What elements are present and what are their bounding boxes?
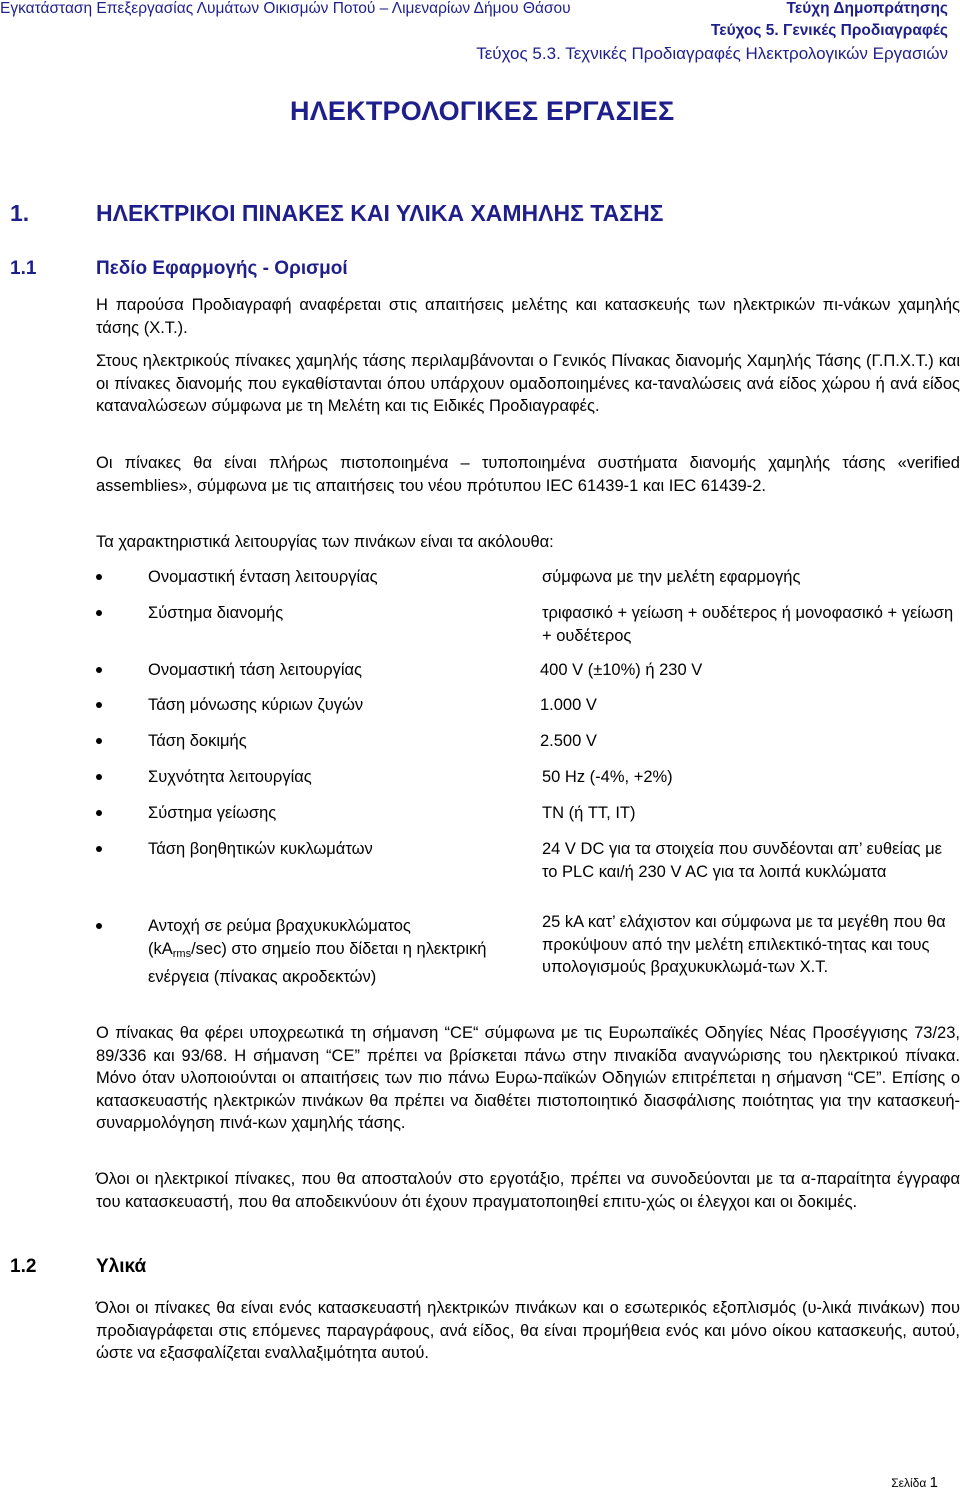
spec-value: 1.000 V — [540, 696, 597, 714]
spec-label: Ονομαστική ένταση λειτουργίας — [148, 568, 378, 586]
section-1-2-label: Υλικά — [96, 1256, 147, 1277]
section-1-1-label: Πεδίο Εφαρμογής - Ορισμοί — [96, 258, 348, 279]
spec-label — [148, 915, 488, 989]
spec-value: τριφασικό + γείωση + ουδέτερος ή μονοφασικό + γείωση + ουδέτερος — [542, 604, 954, 645]
spec-value: 50 Hz (-4%, +2%) — [542, 768, 673, 786]
bullet-icon — [96, 610, 102, 616]
section-1-label: ΗΛΕΚΤΡΙΚΟΙ ΠΙΝΑΚΕΣ ΚΑΙ ΥΛΙΚΑ ΧΑΜΗΛΗΣ ΤΑΣΗΣ — [96, 200, 664, 226]
section-1-1-number: 1.1 — [10, 258, 37, 279]
bullet-icon — [96, 574, 102, 580]
page-label: Σελίδα — [891, 1476, 927, 1490]
paragraph-ce-marking: Ο πίνακας θα φέρει υποχρεωτικά τη σήμανση “CE“ σύμφωνα με τις Ευρωπαϊκές Οδηγίες Νέας Προσέγγισης 73/23, 89/336 και 93/68. Η σήμανση “CE” πρέπει να βρίσκεται πάνω στην πινακίδα αναγνώρισης του ηλεκτρικού πίνακα. Μόνο όταν υλοποιούνται οι απαιτήσεις των πιο πάνω Ευρω-παϊκών Οδηγιών επιτρέπεται η σήμανση “CE”. Επίσης ο κατασκευαστής ηλεκτρικών πινάκων θα πρέπει να διαθέτει πιστοποιητικό διασφάλισης ποιότητας για την κατασκευή-συναρμολόγηση πινά-κων χαμηλής τάσης. — [96, 1024, 960, 1132]
paragraph-materials: Όλοι οι πίνακες θα είναι ενός κατασκευαστή ηλεκτρικών πινάκων και ο εσωτερικός εξοπλισμός (υ-λικά πινάκων) που προδιαγράφεται στις επόμενες παραγράφους, ανά είδος, θα είναι προμήθεια ενός και μόνο οίκου κατασκευής, αυτού, ώστε να εξασφαλίζεται εναλλαξιμότητα αυτού. — [96, 1299, 960, 1362]
spec-label: Τάση μόνωσης κύριων ζυγών — [148, 696, 364, 714]
section-1-heading — [0, 200, 663, 227]
characteristics-list — [96, 566, 960, 1016]
spec-label: Ονομαστική τάση λειτουργίας — [148, 661, 363, 679]
section-1-2-heading — [0, 1256, 146, 1278]
paragraph-certification: Οι πίνακες θα είναι πλήρως πιστοποιημένα – τυποποιημένα συστήματα διανομής χαμηλής τάσης «verified assemblies», σύμφωνα με τις απαιτήσεις του νέου πρότυπου IEC 61439-1 και IEC 61439-2. — [96, 454, 960, 495]
section-1-number: 1. — [10, 200, 30, 226]
spec-value: TN (ή TT, IT) — [542, 804, 636, 822]
paragraph-documents: Όλοι οι ηλεκτρικοί πίνακες, που θα αποσταλούν στο εργοτάξιο, πρέπει να συνοδεύονται με τα α-παραίτητα έγγραφα του κατασκευαστή, που θα αποδεικνύουν ότι έχουν πραγματοποιηθεί επιτυ-χώς οι έλεγχοι και οι δοκιμές. — [96, 1170, 960, 1211]
spec-label: Τάση δοκιμής — [148, 732, 247, 750]
section-1-2-number: 1.2 — [10, 1256, 37, 1277]
spec-value: 25 kA κατ’ ελάχιστον και σύμφωνα με τα μεγέθη που θα προκύψουν από την μελέτη επιλεκτικό-τητας και τους υπολογισμούς βραχυκυκλωμά-των Χ.Τ. — [542, 913, 946, 976]
bullet-icon — [96, 702, 102, 708]
header-project-title: Εγκατάσταση Επεξεργασίας Λυμάτων Οικισμών Ποτού – Λιμεναρίων Δήμου Θάσου — [0, 0, 571, 17]
page-number: 1 — [929, 1474, 938, 1491]
spec-value: 24 V DC για τα στοιχεία που συνδέονται απ’ ευθείας με το PLC και/ή 230 V AC για τα λοιπά κυκλώματα — [542, 840, 943, 881]
header-volume-subtitle: Τεύχος 5. Γενικές Προδιαγραφές — [710, 22, 948, 39]
spec-value: σύμφωνα με την μελέτη εφαρμογής — [542, 568, 801, 586]
paragraph-scope: Η παρούσα Προδιαγραφή αναφέρεται στις απαιτήσεις μελέτης και κατασκευής των ηλεκτρικών πι-νάκων χαμηλής τάσης (Χ.Τ.). — [96, 296, 960, 337]
bullet-icon — [96, 667, 102, 673]
spec-label: Σύστημα γείωσης — [148, 804, 277, 822]
paragraph-panels-included: Στους ηλεκτρικούς πίνακες χαμηλής τάσης περιλαμβάνονται ο Γενικός Πίνακας διανομής Χαμηλής Τάσης (Γ.Π.Χ.Τ.) και οι πίνακες διανομής που εγκαθίστανται όπου υπάρχουν ομαδοποιημένες κα-ταναλώσεις ανά είδος χώρου ή ανά είδος καταναλώσεων σύμφωνα με τη Μελέτη και τις Ειδικές Προδιαγραφές. — [96, 352, 960, 415]
document-title: ΗΛΕΚΤΡΟΛΟΓΙΚΕΣ ΕΡΓΑΣΙΕΣ — [290, 96, 675, 126]
bullet-icon — [96, 738, 102, 744]
bullet-icon — [96, 846, 102, 852]
header-volume-section: Τεύχος 5.3. Τεχνικές Προδιαγραφές Ηλεκτρολογικών Εργασιών — [476, 44, 948, 63]
spec-label: Συχνότητα λειτουργίας — [148, 768, 312, 786]
bullet-icon — [96, 810, 102, 816]
spec-value: 400 V (±10%) ή 230 V — [540, 661, 703, 679]
spec-label-part: /sec) στο σημείο που δίδεται η ηλεκτρική ενέργεια (πίνακας ακροδεκτών) — [148, 940, 487, 986]
spec-label: Τάση βοηθητικών κυκλωμάτων — [148, 840, 373, 858]
header-volume-title: Τεύχη Δημοπράτησης — [786, 0, 948, 17]
spec-label-part: Αντοχή σε ρεύμα βραχυκυκλώματος (kA — [148, 917, 411, 958]
spec-label-subscript: rms — [172, 948, 192, 960]
paragraph-characteristics-intro: Τα χαρακτηριστικά λειτουργίας των πινάκων είναι τα ακόλουθα: — [96, 533, 554, 551]
spec-label: Σύστημα διανομής — [148, 604, 284, 622]
spec-value: 2.500 V — [540, 732, 597, 750]
bullet-icon — [96, 923, 102, 929]
page-footer — [891, 1474, 938, 1491]
section-1-1-heading — [0, 258, 348, 280]
bullet-icon — [96, 774, 102, 780]
